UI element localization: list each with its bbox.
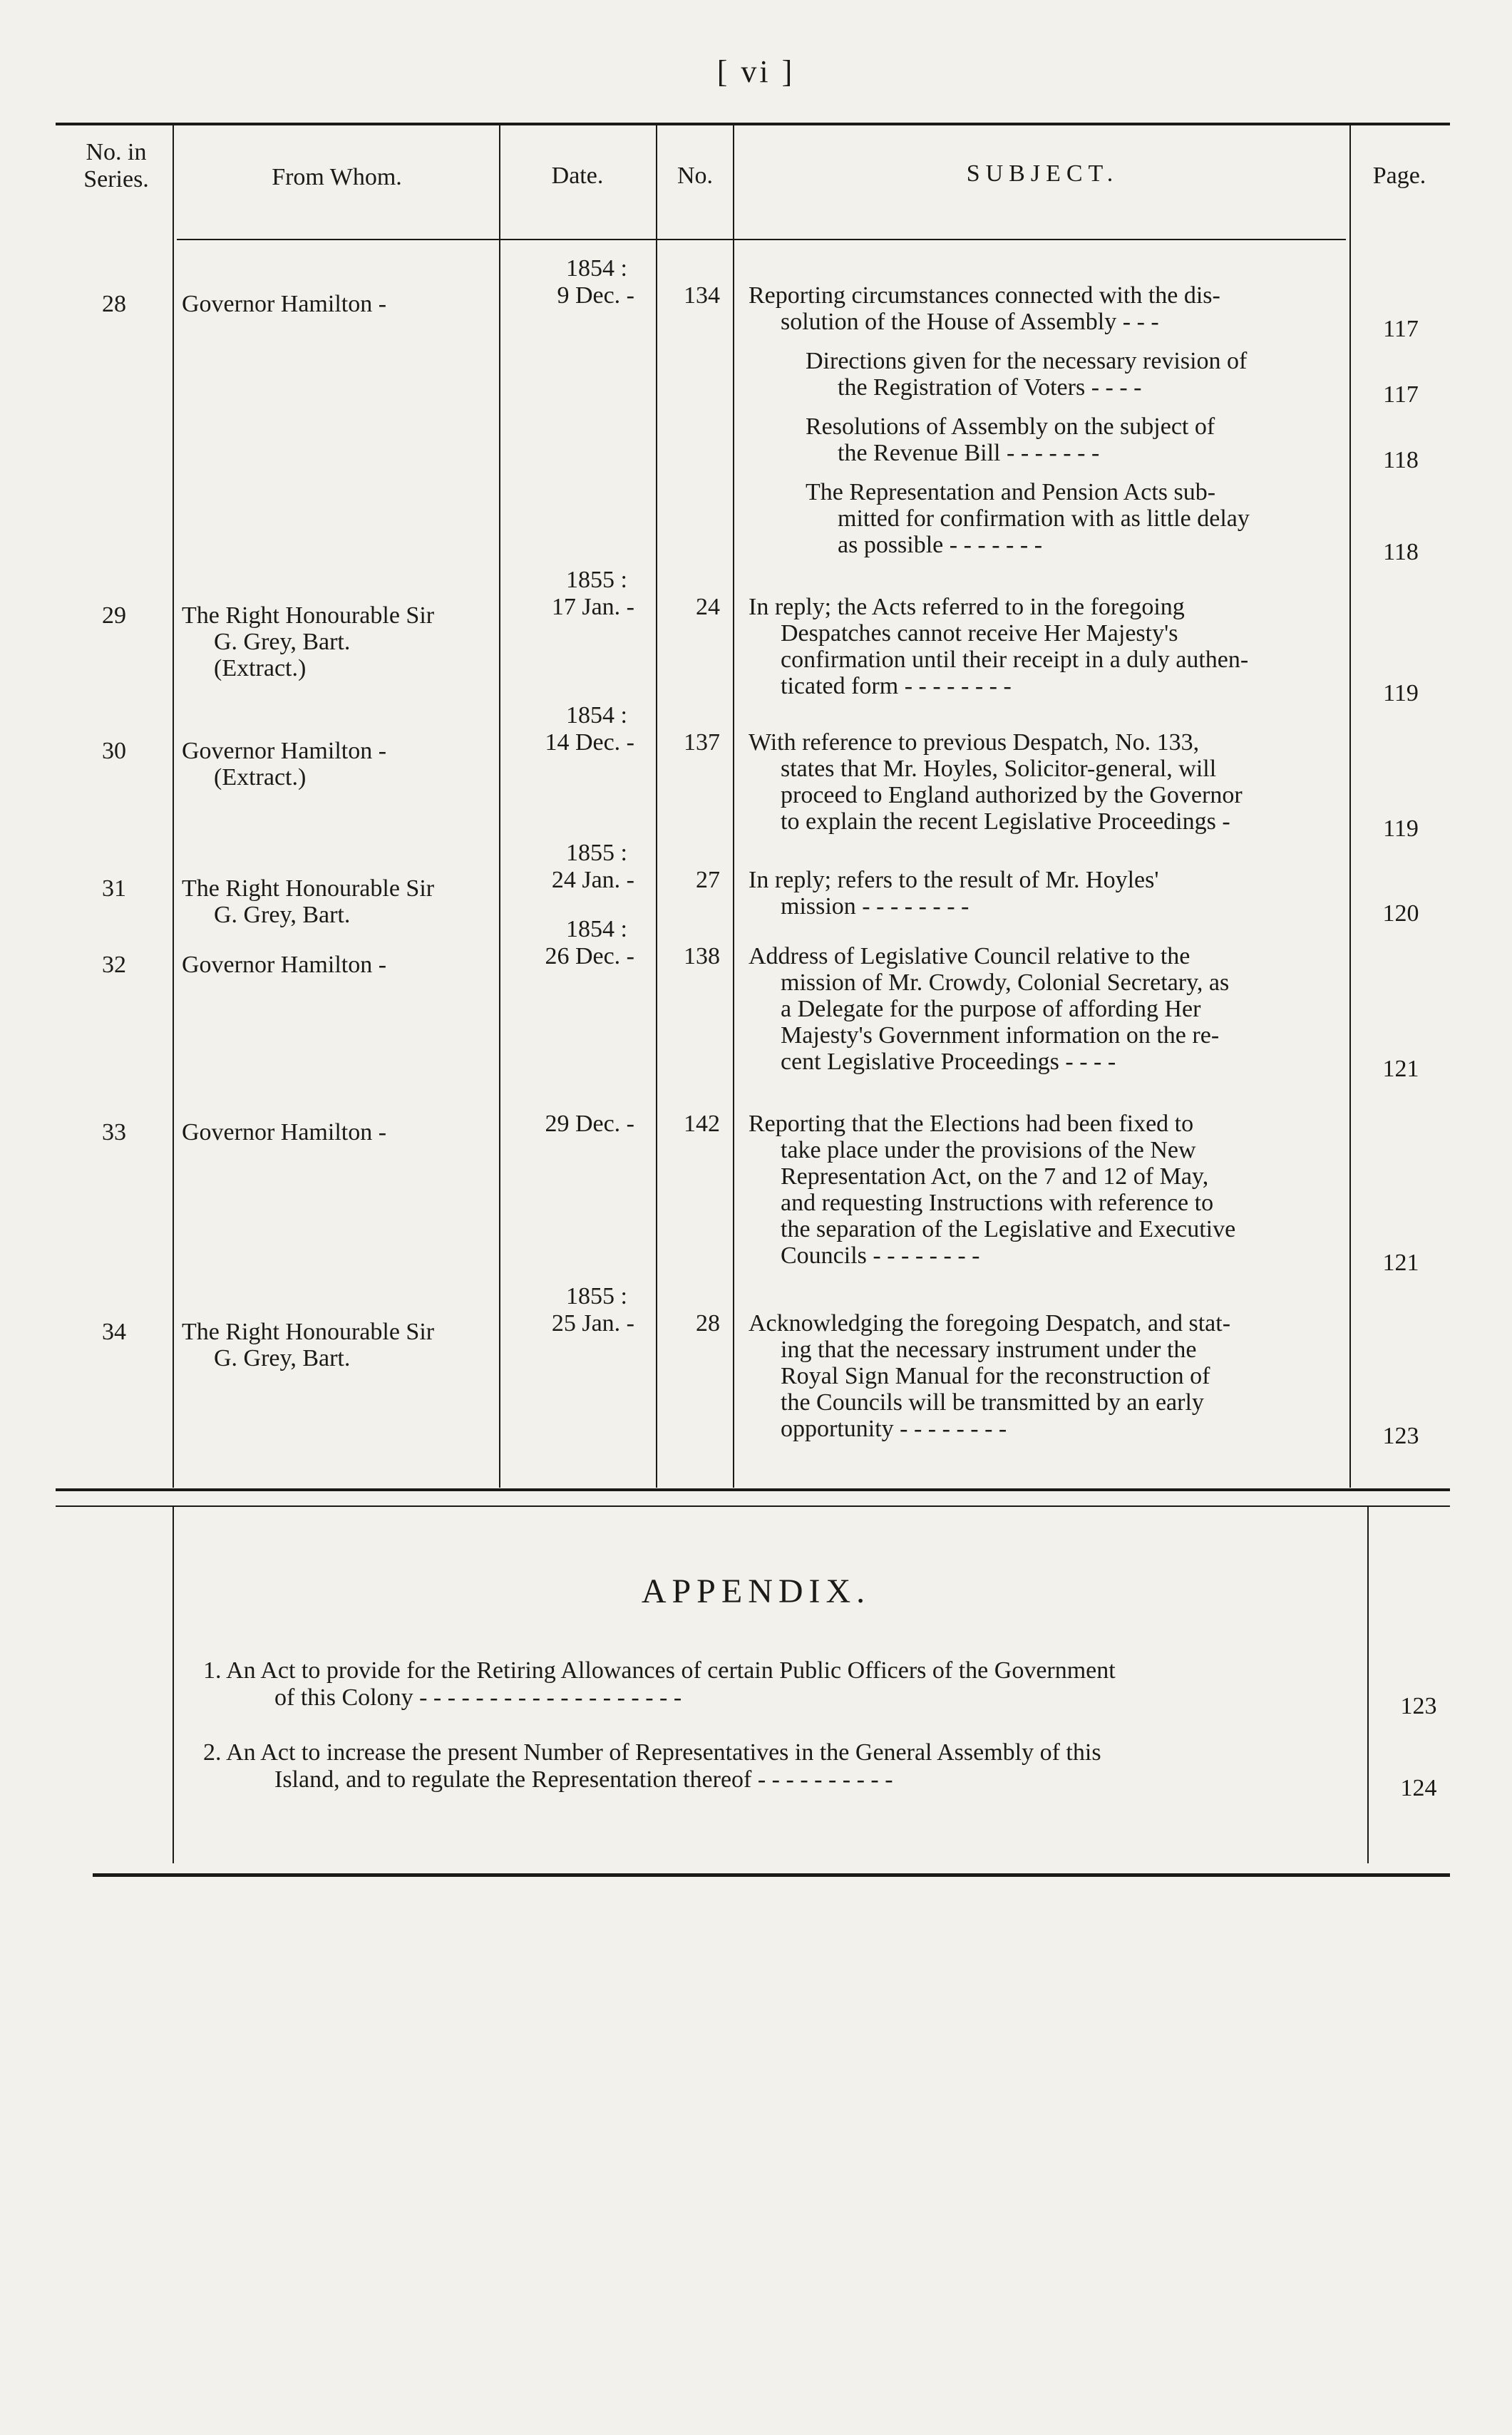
appendix-page-divider <box>1367 1507 1369 1863</box>
row-subject-line: confirmation until their receipt in a duly authen- <box>781 647 1249 673</box>
row-subject-line: solution of the House of Assembly - - - <box>781 309 1159 335</box>
row-subject-line: Address of Legislative Council relative to the <box>749 943 1190 969</box>
header-no: No. <box>677 163 714 189</box>
appendix-title: APPENDIX. <box>641 1572 871 1610</box>
row-subject-line: states that Mr. Hoyles, Solicitor-general, will <box>781 756 1217 782</box>
row-subject-line: the Registration of Voters - - - - <box>838 374 1142 401</box>
row-subject-line: Representation Act, on the 7 and 12 of May, <box>781 1163 1209 1190</box>
row-from-whom: Governor Hamilton - <box>182 952 387 978</box>
row-page-number: 117 <box>1383 316 1419 342</box>
column-divider <box>173 125 174 1488</box>
header-date: Date. <box>551 163 604 189</box>
row-page-number: 121 <box>1382 1250 1419 1276</box>
row-subject-line: cent Legislative Proceedings - - - - <box>781 1049 1116 1075</box>
row-page-number: 118 <box>1383 447 1419 473</box>
appendix-page-number: 124 <box>1400 1775 1437 1801</box>
row-subject-line: Reporting that the Elections had been fixed to <box>749 1111 1194 1137</box>
row-date: 25 Jan. - <box>551 1310 634 1337</box>
row-page-number: 119 <box>1383 680 1419 706</box>
row-subject-line: as possible - - - - - - - <box>838 532 1043 558</box>
row-year: 1854 : <box>566 255 627 282</box>
row-subject-line: Acknowledging the foregoing Despatch, and stat- <box>749 1310 1231 1337</box>
row-from-whom: The Right Honourable Sir <box>182 875 435 902</box>
row-subject-line: proceed to England authorized by the Governor <box>781 782 1243 808</box>
row-series-number: 31 <box>102 875 126 902</box>
appendix-left-border <box>173 1507 174 1863</box>
row-date: 26 Dec. - <box>545 943 634 969</box>
page-marker: [ vi ] <box>716 54 796 89</box>
row-year: 1855 : <box>566 567 627 593</box>
row-from-whom: (Extract.) <box>214 764 307 791</box>
row-year: 1855 : <box>566 1283 627 1309</box>
row-despatch-number: 142 <box>684 1111 720 1137</box>
row-subject-line: Resolutions of Assembly on the subject of <box>806 413 1215 440</box>
row-page-number: 120 <box>1382 900 1419 927</box>
row-despatch-number: 27 <box>696 867 720 893</box>
row-subject-line: take place under the provisions of the New <box>781 1137 1196 1163</box>
row-date: 9 Dec. - <box>557 282 634 309</box>
row-subject-line: opportunity - - - - - - - - <box>781 1416 1007 1442</box>
appendix-item-line: Island, and to regulate the Representation thereof - - - - - - - - - - <box>274 1766 893 1793</box>
row-series-number: 33 <box>102 1119 126 1146</box>
row-from-whom: G. Grey, Bart. <box>214 629 351 655</box>
appendix-top-rule <box>56 1505 1450 1507</box>
row-despatch-number: 24 <box>696 594 720 620</box>
row-subject-line: ticated form - - - - - - - - <box>781 673 1012 699</box>
column-divider <box>1349 125 1351 1488</box>
row-subject-line: mission of Mr. Crowdy, Colonial Secretary, as <box>781 969 1230 996</box>
row-from-whom: The Right Honourable Sir <box>182 602 435 629</box>
row-subject-line: the Councils will be transmitted by an early <box>781 1389 1204 1416</box>
row-subject-line: In reply; refers to the result of Mr. Hoyles' <box>749 867 1159 893</box>
column-divider <box>733 125 734 1488</box>
header-subject: SUBJECT. <box>966 160 1119 187</box>
row-year: 1854 : <box>566 916 627 942</box>
row-page-number: 119 <box>1383 815 1419 842</box>
table-top-rule <box>56 123 1450 125</box>
row-from-whom: G. Grey, Bart. <box>214 902 351 928</box>
row-year: 1855 : <box>566 840 627 866</box>
row-despatch-number: 134 <box>684 282 720 309</box>
row-subject-line: The Representation and Pension Acts sub- <box>806 479 1216 505</box>
row-from-whom: The Right Honourable Sir <box>182 1319 435 1345</box>
row-subject-line: Directions given for the necessary revision of <box>806 348 1248 374</box>
appendix-bottom-rule <box>93 1873 1450 1877</box>
row-page-number: 117 <box>1383 381 1419 408</box>
row-series-number: 29 <box>102 602 126 629</box>
row-subject-line: and requesting Instructions with reference to <box>781 1190 1214 1216</box>
table-bottom-rule <box>56 1488 1450 1491</box>
row-subject-line: a Delegate for the purpose of affording Her <box>781 996 1201 1022</box>
header-from-whom: From Whom. <box>272 164 402 190</box>
row-page-number: 123 <box>1382 1423 1419 1449</box>
header-series: No. in Series. <box>83 139 149 192</box>
header-page: Page. <box>1372 163 1426 189</box>
row-subject-line: the separation of the Legislative and Executive <box>781 1216 1236 1242</box>
row-subject-line: mission - - - - - - - - <box>781 893 970 920</box>
row-series-number: 34 <box>102 1319 126 1345</box>
row-subject-line: to explain the recent Legislative Proceedings - <box>781 808 1230 835</box>
row-subject-line: the Revenue Bill - - - - - - - <box>838 440 1100 466</box>
row-from-whom: Governor Hamilton - <box>182 738 387 764</box>
row-from-whom: Governor Hamilton - <box>182 291 387 317</box>
row-series-number: 30 <box>102 738 126 764</box>
row-subject-line: In reply; the Acts referred to in the foregoing <box>749 594 1185 620</box>
row-despatch-number: 138 <box>684 943 720 969</box>
row-subject-line: Royal Sign Manual for the reconstruction of <box>781 1363 1210 1389</box>
row-subject-line: Reporting circumstances connected with the dis- <box>749 282 1220 309</box>
row-date: 17 Jan. - <box>551 594 634 620</box>
row-subject-line: Despatches cannot receive Her Majesty's <box>781 620 1178 647</box>
appendix-item-line: 1. An Act to provide for the Retiring Allowances of certain Public Officers of the Government <box>203 1657 1116 1684</box>
row-from-whom: G. Grey, Bart. <box>214 1345 351 1371</box>
row-series-number: 28 <box>102 291 126 317</box>
row-page-number: 121 <box>1382 1056 1419 1082</box>
column-divider <box>656 125 657 1488</box>
row-from-whom: Governor Hamilton - <box>182 1119 387 1146</box>
row-from-whom: (Extract.) <box>214 655 307 681</box>
row-date: 24 Jan. - <box>551 867 634 893</box>
appendix-item-line: of this Colony - - - - - - - - - - - - - - - - - - - <box>274 1684 682 1711</box>
row-page-number: 118 <box>1383 539 1419 565</box>
row-subject-line: With reference to previous Despatch, No. 133, <box>749 729 1200 756</box>
row-date: 29 Dec. - <box>545 1111 634 1137</box>
appendix-page-number: 123 <box>1400 1693 1437 1719</box>
header-bottom-rule <box>177 239 1346 240</box>
row-subject-line: Majesty's Government information on the re- <box>781 1022 1220 1049</box>
row-date: 14 Dec. - <box>545 729 634 756</box>
row-subject-line: Councils - - - - - - - - <box>781 1242 980 1269</box>
row-despatch-number: 137 <box>684 729 720 756</box>
row-subject-line: ing that the necessary instrument under the <box>781 1337 1197 1363</box>
appendix-item-line: 2. An Act to increase the present Number of Representatives in the General Assembly of this <box>203 1739 1101 1766</box>
row-subject-line: mitted for confirmation with as little delay <box>838 505 1250 532</box>
row-series-number: 32 <box>102 952 126 978</box>
row-despatch-number: 28 <box>696 1310 720 1337</box>
row-year: 1854 : <box>566 702 627 729</box>
